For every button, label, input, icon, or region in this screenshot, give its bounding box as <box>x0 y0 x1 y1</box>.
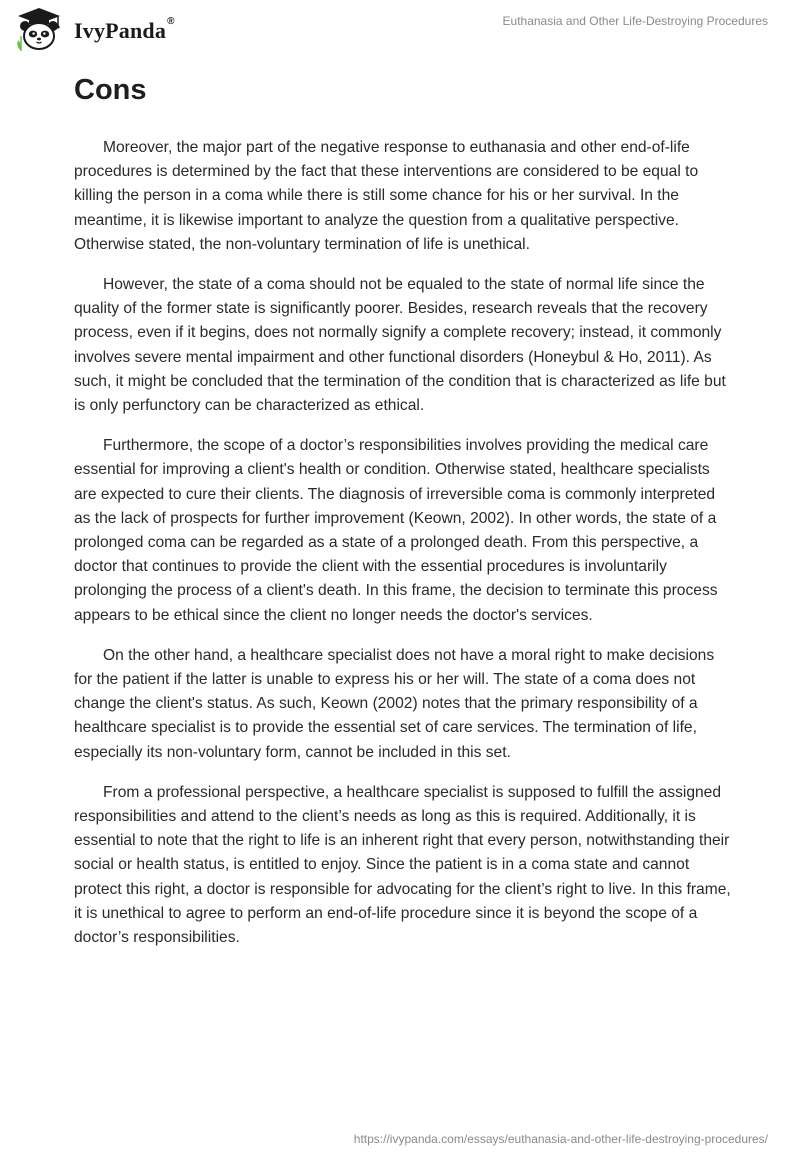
registered-mark: ® <box>167 16 175 27</box>
panda-graduate-icon <box>14 6 64 52</box>
paragraph: Furthermore, the scope of a doctor’s responsibilities involves providing the medical care essential for improving a client's health or condition. Otherwise stated, healthcare specialists are expected to cure their clients. The diagnosis of irreversible coma is commonly interpreted as the lack of prospects for further improvement (Keown, 2002). In other words, the state of a prolonged coma can be regarded as a state of a prolonged death. From this perspective, a doctor that continues to provide the client with the essential procedures is involuntarily prolonging the process of a client's death. In this frame, the decision to terminate this process appears to be ethical since the client no longer needs the doctor's services. <box>74 437 718 624</box>
paragraph: On the other hand, a healthcare specialist does not have a moral right to make decisions for the patient if the latter is unable to express his or her will. The state of a coma does not change the client's status. As such, Keown (2002) notes that the primary responsibility of a healthcare specialist is to provide the essential set of care services. The termination of life, especially its non-voluntary form, cannot be included in this set. <box>74 646 715 761</box>
article-content <box>74 70 734 966</box>
document-title: Euthanasia and Other Life-Destroying Procedures <box>502 14 768 28</box>
paragraph: Moreover, the major part of the negative response to euthanasia and other end-of-life procedures is determined by the fact that these interventions are considered to be equal to killing the person in a coma while there is still some chance for his or her survival. In the meantime, it is likewise important to analyze the question from a qualitative perspective. Otherwise stated, the non-voluntary termination of life is unethical. <box>74 139 699 253</box>
brand-name: IvyPanda® <box>74 16 175 43</box>
source-url-link[interactable]: https://ivypanda.com/essays/euthanasia-and-other-life-destroying-procedures/ <box>353 1132 768 1146</box>
paragraph: However, the state of a coma should not be equaled to the state of normal life since the quality of the former state is significantly poorer. Besides, research reveals that the recovery process, even if it begins, does not normally signify a complete recovery; instead, it commonly involves severe mental impairment and other functional disorders (Honeybul & Ho, 2011). As such, it might be concluded that the termination of the condition that is characterized as life but is only perfunctory can be characterized as ethical. <box>74 276 726 415</box>
section-heading: Cons <box>74 74 147 106</box>
paragraph: From a professional perspective, a healthcare specialist is supposed to fulfill the assigned responsibilities and attend to the client’s needs as long as this is required. Additionally, it is essential to note that the right to life is an inherent right that every person, notwithstanding their social or health status, is entitled to enjoy. Since the patient is in a coma state and cannot protect this right, a doctor is responsible for advocating for the client’s right to live. In this frame, it is unethical to agree to perform an end-of-life procedure since it is beyond the scope of a doctor’s responsibilities. <box>74 783 731 947</box>
brand-logo-link[interactable] <box>14 6 175 52</box>
page-header <box>0 0 800 60</box>
